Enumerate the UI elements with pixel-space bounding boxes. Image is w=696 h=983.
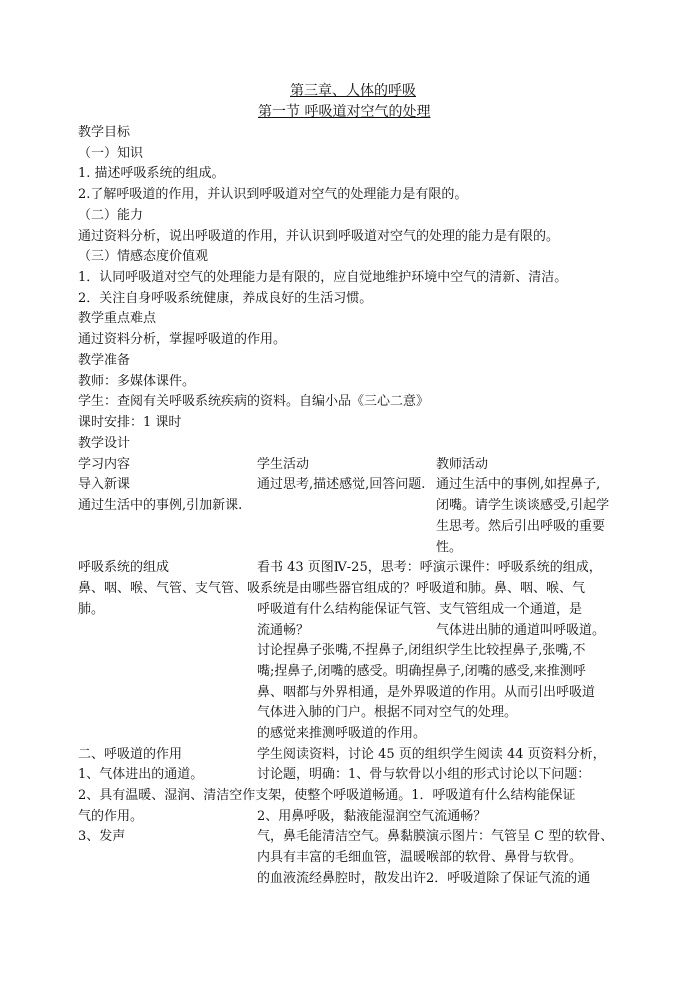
row2-line-5: 讨论捏鼻子张嘴,不捏鼻子,闭组织学生比较捏鼻子,张嘴,不 — [257, 643, 586, 658]
row3-line-1b: 学生阅读资料，讨论 45 页的组织学生阅读 44 页资料分析， — [257, 747, 606, 762]
row1-teacher-2: 闭嘴。请学生谈谈感受,引起学 — [436, 498, 610, 513]
schedule: 课时安排：1 课时 — [78, 415, 182, 430]
row1-content-1: 导入新课 — [78, 477, 131, 492]
column-header-student: 学生活动 — [257, 457, 310, 472]
knowledge-heading: （一）知识 — [78, 146, 144, 161]
row3-line-1a: 二、呼吸道的作用 — [78, 747, 183, 762]
row1-content-2: 通过生活中的事例,引加新课. — [78, 498, 243, 513]
key-points-heading: 教学重点难点 — [78, 311, 157, 326]
knowledge-item-2: 2.了解呼吸道的作用，并认识到呼吸道对空气的处理能力是有限的。 — [78, 187, 468, 202]
row2-line-3b: 呼吸道有什么结构能保证气管、支气管组成一个通道，是 — [257, 602, 583, 617]
row3-line-4a: 气的作用。 — [78, 809, 144, 824]
row1-teacher-1: 通过生活中的事例,如捏鼻子, — [436, 477, 601, 492]
row2-line-7: 鼻、咽都与外界相通，是外界吸道的作用。从而引出呼吸道 — [257, 685, 596, 700]
row2-line-4a: 流通畅？ — [257, 623, 310, 638]
row2-line-8: 气体进入肺的门户。根据不同对空气的处理。 — [257, 705, 518, 720]
objectives-heading: 教学目标 — [78, 125, 131, 140]
page-title: 第三章、人体的呼吸 — [290, 83, 416, 99]
row3-line-5b: 气，鼻毛能清洁空气。鼻黏膜演示图片：气管呈 C 型的软骨、 — [257, 829, 614, 844]
row3-line-6: 内具有丰富的毛细血管，温暖喉部的软骨、鼻骨与软骨。 — [257, 850, 583, 865]
column-header-teacher: 教师活动 — [436, 457, 489, 472]
preparation-heading: 教学准备 — [78, 353, 131, 368]
row1-teacher-3: 生思考。然后引出呼吸的重要 — [436, 519, 606, 534]
row2-line-1a: 呼吸系统的组成 — [78, 560, 170, 575]
ability-heading: （二）能力 — [78, 208, 144, 223]
section-subtitle: 第一节 呼吸道对空气的处理 — [258, 104, 431, 120]
row3-line-2b: 讨论题，明确：1、骨与软骨以小组的形式讨论以下问题： — [257, 767, 591, 782]
row2-line-6: 嘴;捏鼻子,闭嘴的感受。明确捏鼻子,闭嘴的感受,来推测呼 — [257, 664, 586, 679]
row3-line-3: 2、具有温暖、湿润、清洁空作支架，使整个呼吸道畅通。1．呼吸道有什么结构能保证 — [78, 788, 576, 803]
column-header-content: 学习内容 — [78, 457, 131, 472]
row3-line-4b: 2、用鼻呼吸，黏液能湿润空气流通畅？ — [257, 809, 487, 824]
knowledge-item-1: 1. 描述呼吸系统的组成。 — [78, 166, 225, 181]
row3-line-2a: 1、气体进出的通道。 — [78, 767, 204, 782]
emotion-item-1: 1．认同呼吸道对空气的处理能力是有限的，应自觉地维护环境中空气的清新、清洁。 — [78, 270, 568, 285]
emotion-heading: （三）情感态度价值观 — [78, 249, 209, 264]
preparation-teacher: 教师：多媒体课件。 — [78, 374, 196, 389]
key-points-text: 通过资料分析，掌握呼吸道的作用。 — [78, 332, 287, 347]
row2-line-3a: 肺。 — [78, 602, 105, 617]
row2-line-9: 的感觉来推测呼吸道的作用。 — [257, 726, 427, 741]
emotion-item-2: 2．关注自身呼吸系统健康，养成良好的生活习惯。 — [78, 291, 373, 306]
preparation-student: 学生：查阅有关呼吸系统疾病的资料。自编小品《三心二意》 — [78, 394, 430, 409]
row1-student: 通过思考,描述感觉,回答问题. — [257, 477, 426, 492]
row2-line-2: 鼻、咽、喉、气管、支气管、吸系统是由哪些器官组成的？呼吸道和肺。鼻、咽、喉、气 — [78, 581, 586, 596]
row3-line-7: 的血液流经鼻腔时，散发出许2．呼吸道除了保证气流的通 — [257, 871, 591, 886]
row1-teacher-4: 性。 — [436, 540, 463, 555]
row3-line-5a: 3、发声 — [78, 829, 126, 844]
row2-line-1b: 看书 43 页图Ⅳ-25，思考：呼演示课件：呼吸系统的组成， — [257, 560, 602, 575]
design-heading: 教学设计 — [78, 436, 131, 451]
ability-item-1: 通过资料分析，说出呼吸道的作用，并认识到呼吸道对空气的处理的能力是有限的。 — [78, 229, 560, 244]
row2-line-4b: 气体进出肺的通道叫呼吸道。 — [436, 623, 606, 638]
